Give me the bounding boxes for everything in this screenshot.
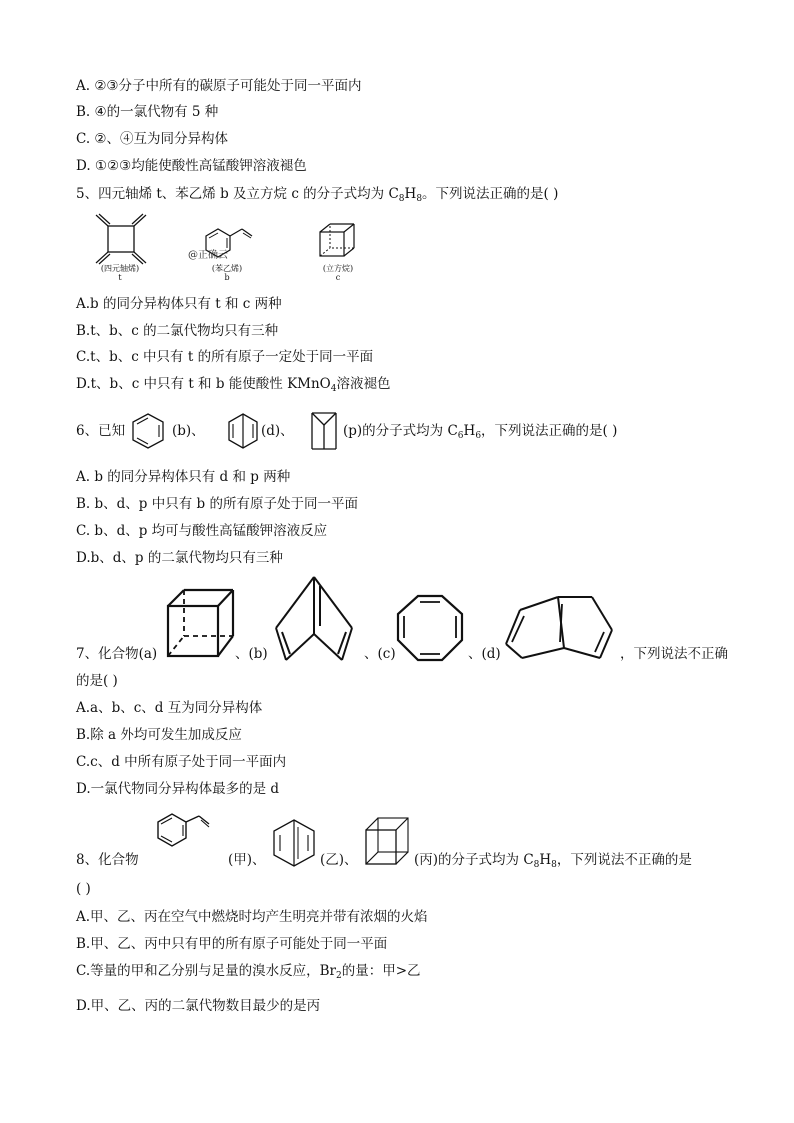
q6-stem-start: 6、已知 [76,423,126,439]
dewar-benzene-structure [225,411,261,451]
q8-formula-h-sub: 8 [551,860,557,870]
q7-label-b: 、(b) [235,646,268,662]
q7-stem-end: ，下列说法不正确 [620,646,728,662]
cubane-bing-structure [362,814,414,868]
q5-option-d-pre: D.t、b、c 中只有 t 和 b 能使酸性 KMnO [76,376,331,392]
q6-option-a: A. b 的同分异构体只有 d 和 p 两种 [76,469,291,485]
q6-formula-c-sub: 6 [457,431,464,441]
q6-formula-h-sub: 6 [475,431,482,441]
radialene-letter: t [118,273,122,282]
q8-formula-h: H [539,852,552,868]
q5-stem-pre: 5、四元轴烯 t、苯乙烯 b 及立方烷 c 的分子式均为 C [76,186,399,202]
q7-option-c: C.c、d 中所有原子处于同一平面内 [76,754,287,770]
q8-answer-paren: ( ) [76,881,91,897]
q5-option-d-post: 溶液褪色 [336,376,391,392]
q8-stem-tail: ，下列说法不正确的是 [556,852,692,868]
q8-option-a: A.甲、乙、丙在空气中燃烧时均产生明亮并带有浓烟的火焰 [76,909,428,925]
q5-option-d [76,375,390,398]
q6-stem-end [343,422,617,445]
q8-stem-formula-pre: (丙)的分子式均为 C [414,852,534,868]
radialene-caption: (四元轴烯) [100,264,140,273]
q4-option-b: B. ④的一氯代物有 5 种 [76,104,219,120]
pentalene-structure [500,592,620,664]
q6-option-b: B. b、d、p 中只有 b 的所有原子处于同一平面 [76,496,358,512]
styrene-caption: (苯乙烯) [211,264,243,273]
q8-stem-end [414,851,692,874]
q7-option-d: D.一氯代物同分异构体最多的是 d [76,781,280,797]
q6-label-b: (b)、 [172,423,205,439]
q8-formula-c-sub: 8 [533,860,540,870]
q7-option-a: A.a、b、c、d 互为同分异构体 [76,700,263,716]
q8-option-b: B.甲、乙、丙中只有甲的所有原子可能处于同一平面 [76,936,388,952]
q6-stem-formula-pre: (p)的分子式均为 C [343,423,458,439]
q8-stem-start: 8、化合物 [76,852,139,868]
cyclooctatetraene-structure [394,593,466,665]
benzene-structure [128,411,168,451]
q4-option-c: C. ②、④互为同分异构体 [76,131,229,147]
prismane-structure [308,409,340,453]
q5-formula-c-sub: 8 [398,194,405,204]
q8-label-yi: (乙)、 [320,852,358,868]
q5-option-d-sub: 4 [330,384,337,394]
cubane-structure [312,218,362,262]
styrene-letter: b [224,273,230,282]
q8-option-c [76,962,421,985]
q5-option-c: C.t、b、c 中只有 t 的所有原子一定处于同一平面 [76,349,374,365]
styrene-jia-structure [143,814,215,860]
q6-option-d: D.b、d、p 的二氯代物均只有三种 [76,550,283,566]
cubane-a-structure [163,584,235,660]
q7-stem-start: 7、化合物(a) [76,646,158,662]
q7-stem-tail: 的是( ) [76,673,118,689]
q8-label-jia: (甲)、 [228,852,266,868]
q6-label-d: (d)、 [261,423,294,439]
radialene-structure [86,212,156,264]
q5-formula-h-sub: 8 [416,194,423,204]
q5-option-a: A.b 的同分异构体只有 t 和 c 两种 [76,296,282,312]
q8-option-c-pre: C.等量的甲和乙分别与足量的溴水反应，Br [76,963,337,979]
q5-stem-post: 。下列说法正确的是( ) [422,186,559,202]
q4-option-a: A. ②③分子中所有的碳原子可能处于同一平面内 [76,78,362,94]
barrelene-yi-structure [270,817,318,869]
barrelene-structure [268,574,360,664]
q8-option-d: D.甲、乙、丙的二氯代物数目最少的是丙 [76,998,321,1014]
q5-option-b: B.t、b、c 的二氯代物均只有三种 [76,323,279,339]
q6-formula-h: H [463,423,476,439]
cubane-letter: c [335,273,341,282]
q7-label-c: 、(c) [364,646,396,662]
q8-option-c-post: 的量：甲>乙 [341,963,421,979]
q4-option-d: D. ①②③均能使酸性高锰酸钾溶液褪色 [76,158,307,174]
q7-option-b: B.除 a 外均可发生加成反应 [76,727,242,743]
q5-stem [76,185,558,208]
cubane-caption: (立方烷) [322,264,354,273]
q5-formula-h: H [404,186,417,202]
q8-option-c-sub: 2 [336,971,342,981]
q6-stem-tail: ，下列说法正确的是( ) [481,423,618,439]
watermark: @正确云 [188,250,228,261]
q6-option-c: C. b、d、p 均可与酸性高锰酸钾溶液反应 [76,523,328,539]
q7-label-d: 、(d) [468,646,501,662]
